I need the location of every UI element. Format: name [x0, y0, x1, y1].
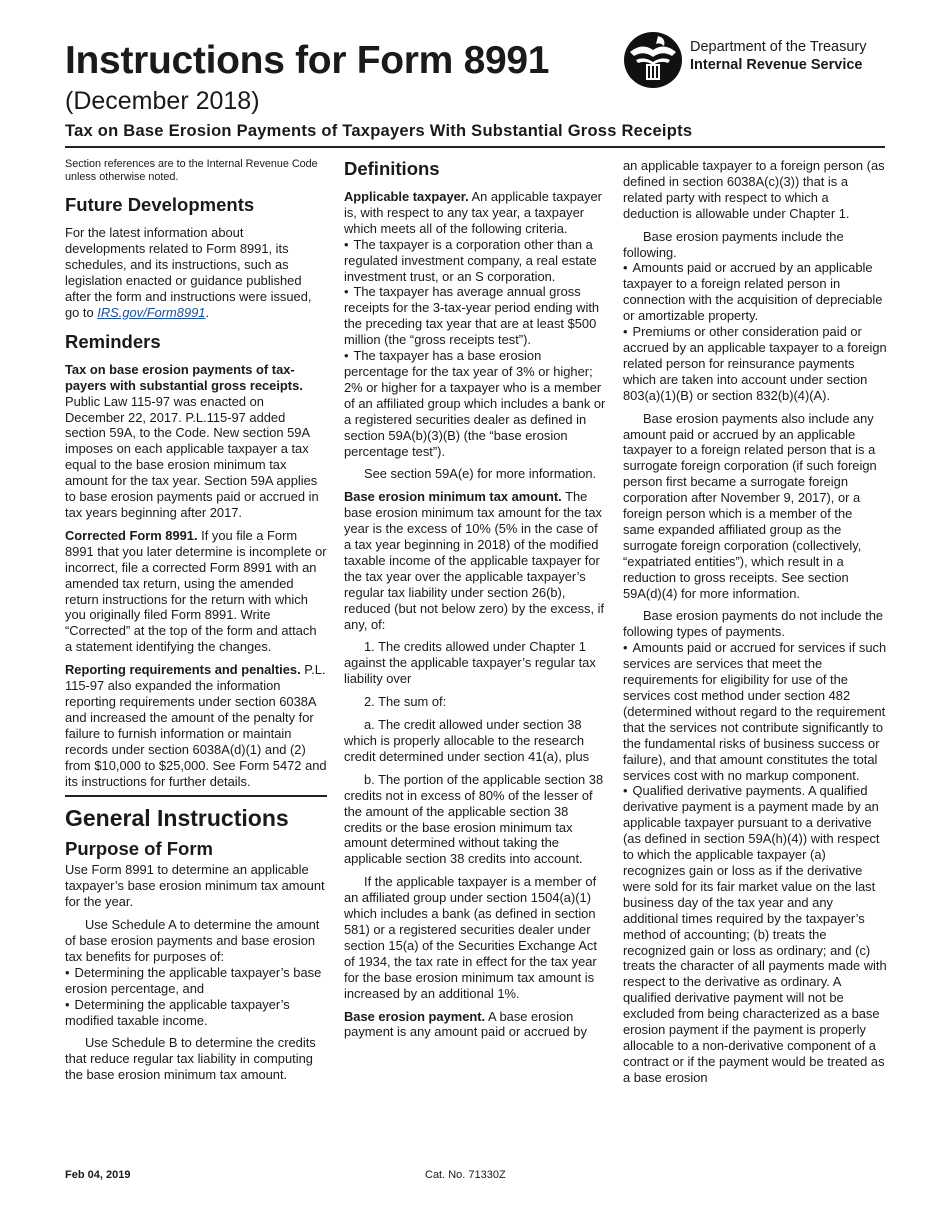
schedule-a-text: Use Schedule A to determine the amount of base erosion payments and base erosion tax benefits for purposes of: — [65, 917, 320, 964]
header-divider — [65, 146, 885, 148]
not-include-intro: Base erosion payments do not include the following types of payments. — [623, 608, 884, 640]
include-intro: Base erosion payments include the following. — [623, 228, 844, 260]
list-item: 2. The sum of: — [364, 694, 447, 710]
purpose-of-form-heading: Purpose of Form — [65, 838, 214, 860]
general-instructions-heading: General Instructions — [65, 795, 327, 832]
purpose-text: Use Form 8991 to determine an applicable taxpayer’s base erosion minimum tax amount for the year. — [65, 862, 325, 910]
list-item: • The taxpayer is a corporation other than a regulated investment company, a real estate investment trust, or an S corporation. — [344, 237, 608, 285]
affiliated-group-text: If the applicable taxpayer is a member of an affiliated group under section 1504(a)(1) which includes a bank (as defined in section 581) or a registered securities dealer under section 15(a) of the Securities Exchange Act of 1934, the tax rate in effect for the tax year for the base erosion minimum tax amount is increased by an additional 1%. — [344, 874, 597, 1001]
also-include-text: Base erosion payments also include any amount paid or accrued by an applicable taxpayer to a foreign related person that is a surrogate foreign corporation (if such foreign person first became a surrogate foreign corporation after November 9, 2017), or a foreign person which is a member of the same expanded affiliated group as the surrogate foreign corporation (collectively, “expatriated entities”), which result in a reduction to gross receipts. See section 59A(d)(4) for more information. — [623, 410, 877, 601]
list-item: • Determining the applicable taxpayer’s base erosion percentage, and — [65, 965, 327, 997]
page-title: Instructions for Form 8991 — [65, 39, 550, 82]
list-item: • Premiums or other consideration paid or accrued by an applicable taxpayer to a foreign related person for reinsurance payments which are taken into account under section 803(a)(1)(B) or section 832(b)(4)(A). — [623, 324, 887, 404]
agency-block — [690, 38, 867, 74]
reminder-tax-base-erosion: Tax on base erosion payments of tax-payers with substantial gross receipts. Public Law 115-97 was enacted on December 22, 2017. P.L.115-97 added section 59A, to the Code. New section 59A imposes on each applicable taxpayer a tax equal to the base erosion minimum tax amount for the tax year. Section 59A applies to base erosion payments paid or accrued in tax years beginning after 2017. — [65, 361, 319, 520]
list-item: • The taxpayer has a base erosion percentage for the tax year of 3% or higher; 2% or higher for a taxpayer who is a member of an affiliated group which includes a bank or a registered securities dealer as defined in section 59A(b)(3)(B) (the “base erosion percentage test”). — [344, 348, 608, 459]
column-2 — [344, 158, 608, 1040]
list-item: b. The portion of the applicable section 38 credits not in excess of 80% of the lesser of the amount of the applicable section 38 credits or the base erosion minimum tax amount determined without taking the applicable section 38 credits into account. — [344, 771, 604, 867]
irs-eagle-logo-icon — [622, 30, 684, 90]
reminders-heading: Reminders — [65, 330, 161, 352]
column-1 — [65, 158, 327, 1083]
reminder-reporting: Reporting requirements and penalties. P.L. 115-97 also expanded the information reporting requirements under section 6038A and increased the amount of the penalty for failure to furnish information or maintain records under section 6038A(d)(1) and (2) from $10,000 to $25,000. See Form 5472 and its instructions for further details. — [65, 662, 327, 789]
revision-date: (December 2018) — [65, 87, 260, 115]
base-erosion-payment-def: Base erosion payment. A base erosion payment is any amount paid or accrued by — [344, 1008, 587, 1040]
list-item: a. The credit allowed under section 38 which is properly allocable to the research credit determined under section 41(a), plus — [344, 717, 590, 764]
list-item: 1. The credits allowed under Chapter 1 against the applicable taxpayer’s regular tax liability over — [344, 639, 596, 687]
schedule-b-text: Use Schedule B to determine the credits that reduce regular tax liability in computing the base erosion minimum tax amount. — [65, 1035, 316, 1083]
continued-text: an applicable taxpayer to a foreign person (as defined in section 6038A(c)(3)) that is a related party with respect to which a deduction is allowable under Chapter 1. — [623, 158, 885, 221]
irs-form8991-link[interactable]: IRS.gov/Form8991 — [97, 304, 206, 320]
footer-date: Feb 04, 2019 — [65, 1169, 131, 1181]
list-item: • Determining the applicable taxpayer’s modified taxable income. — [65, 997, 327, 1029]
list-item: • Qualified derivative payments. A qualified derivative payment is a payment made by an applicable taxpayer pursuant to a derivative (as defined in section 59A(h)(4)) with respect to which the applicable taxpayer (a) recognizes gain or loss as if the derivative were sold for its fair market value on the last business day of the tax year and any additional times required by the taxpayer’s method of accounting; (b) treats the recognized gain or loss as ordinary; and (c) treats the character of all payments made with respect to the derivative as ordinary. A qualified derivative payment will not be excluded from being characterized as a base erosion payment if the payment is properly allocable to a non-derivative component of a contract or if the payment would be treated as a base erosion — [623, 783, 887, 1085]
list-item: • The taxpayer has average annual gross receipts for the 3-tax-year period ending with the preceding tax year that are at least $500 million (the “gross receipts test”). — [344, 284, 608, 348]
column-3 — [623, 158, 887, 1086]
agency-department: Department of the Treasury — [690, 39, 867, 55]
future-developments-heading: Future Developments — [65, 194, 255, 216]
definitions-heading: Definitions — [344, 158, 440, 179]
page-subtitle: Tax on Base Erosion Payments of Taxpayers With Substantial Gross Receipts — [65, 122, 693, 140]
future-developments-text: For the latest information about developments related to Form 8991, its schedules, and its instructions, such as legislation enacted or guidance published after the form and instructions were issued, go to IRS.gov/Form8991. — [65, 225, 312, 320]
list-item: • Amounts paid or accrued for services if such services are services that meet the requirements for eligibility for use of the services cost method under section 482 (determined without regard to the requirement that the services not contribute significantly to the fundamental risks of business success or failure), and that amount constitutes the total services cost with no markup component. — [623, 640, 887, 783]
list-item: • Amounts paid or accrued by an applicable taxpayer to a foreign related person in connection with the acquisition of depreciable or amortizable property. — [623, 260, 887, 324]
agency-irs: Internal Revenue Service — [690, 57, 863, 73]
reminder-corrected-form: Corrected Form 8991. If you file a Form 8991 that you later determine is incomplete or incorrect, file a corrected Form 8991 with an amended tax return, using the amended return instructions for the return with which you originally filed Form 8991. Write “Corrected” at the top of the form and attach a statement identifying the changes. — [65, 527, 327, 655]
applicable-taxpayer-def: Applicable taxpayer. An applicable taxpayer is, with respect to any tax year, a taxpayer which meets all of the following criteria. — [344, 189, 602, 236]
see-section-text: See section 59A(e) for more information. — [364, 466, 597, 482]
catalog-number: Cat. No. 71330Z — [425, 1169, 506, 1181]
section-reference-note: Section references are to the Internal Revenue Code unless otherwise noted. — [65, 158, 318, 184]
bemta-def: Base erosion minimum tax amount. The base erosion minimum tax amount for the tax year is the excess of 10% (5% in the case of a tax year beginning in 2018) of the modified taxable income of the applicable taxpayer for the tax year over the applicable taxpayer’s regular tax liability under section 26(b), reduced (but not below zero) by the excess, if any, of: — [344, 489, 605, 632]
